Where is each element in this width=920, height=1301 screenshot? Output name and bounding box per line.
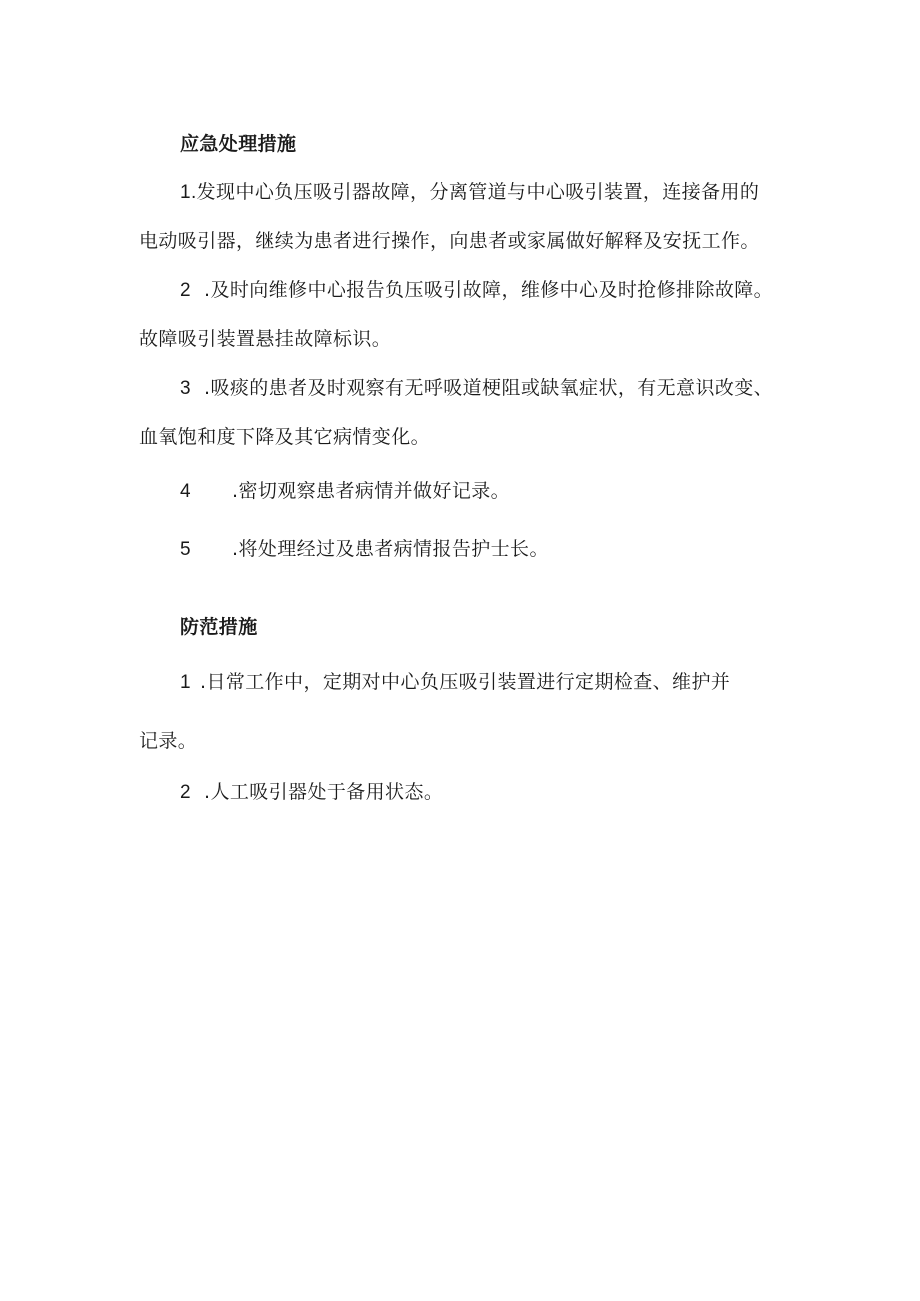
item-text: .将处理经过及患者病情报告护士长。 — [232, 538, 549, 560]
item-line — [180, 536, 549, 563]
item-text-continued: 记录。 — [139, 730, 198, 752]
section-heading-emergency: 应急处理措施 — [180, 133, 297, 155]
item-line — [180, 779, 443, 806]
item-text: .及时向维修中心报告负压吸引故障，维修中心及时抢修排除故障。 — [204, 279, 774, 301]
item-text-continued: 电动吸引器，继续为患者进行操作，向患者或家属做好解释及安抚工作。 — [139, 230, 760, 252]
item-number: 1 — [180, 672, 191, 693]
item-line — [180, 179, 759, 206]
item-text: .人工吸引器处于备用状态。 — [204, 781, 444, 803]
item-text: .日常工作中，定期对中心负压吸引装置进行定期检查、维护并 — [200, 671, 731, 693]
item-number: 3 — [180, 378, 191, 399]
item-number: 5 — [180, 539, 191, 560]
item-number: 1. — [180, 182, 197, 203]
section-heading-prevention: 防范措施 — [180, 616, 258, 638]
item-text: 发现中心负压吸引器故障，分离管道与中心吸引装置，连接备用的 — [196, 181, 760, 203]
item-text: .吸痰的患者及时观察有无呼吸道梗阻或缺氧症状，有无意识改变、 — [204, 377, 774, 399]
item-number: 2 — [180, 782, 191, 803]
item-line — [180, 478, 510, 505]
item-line — [180, 375, 773, 402]
item-text-continued: 血氧饱和度下降及其它病情变化。 — [139, 426, 431, 448]
item-number: 4 — [180, 481, 191, 502]
item-line — [180, 277, 773, 304]
item-line — [180, 669, 730, 696]
item-number: 2 — [180, 280, 191, 301]
item-text: .密切观察患者病情并做好记录。 — [232, 480, 511, 502]
item-text-continued: 故障吸引装置悬挂故障标识。 — [139, 328, 392, 350]
